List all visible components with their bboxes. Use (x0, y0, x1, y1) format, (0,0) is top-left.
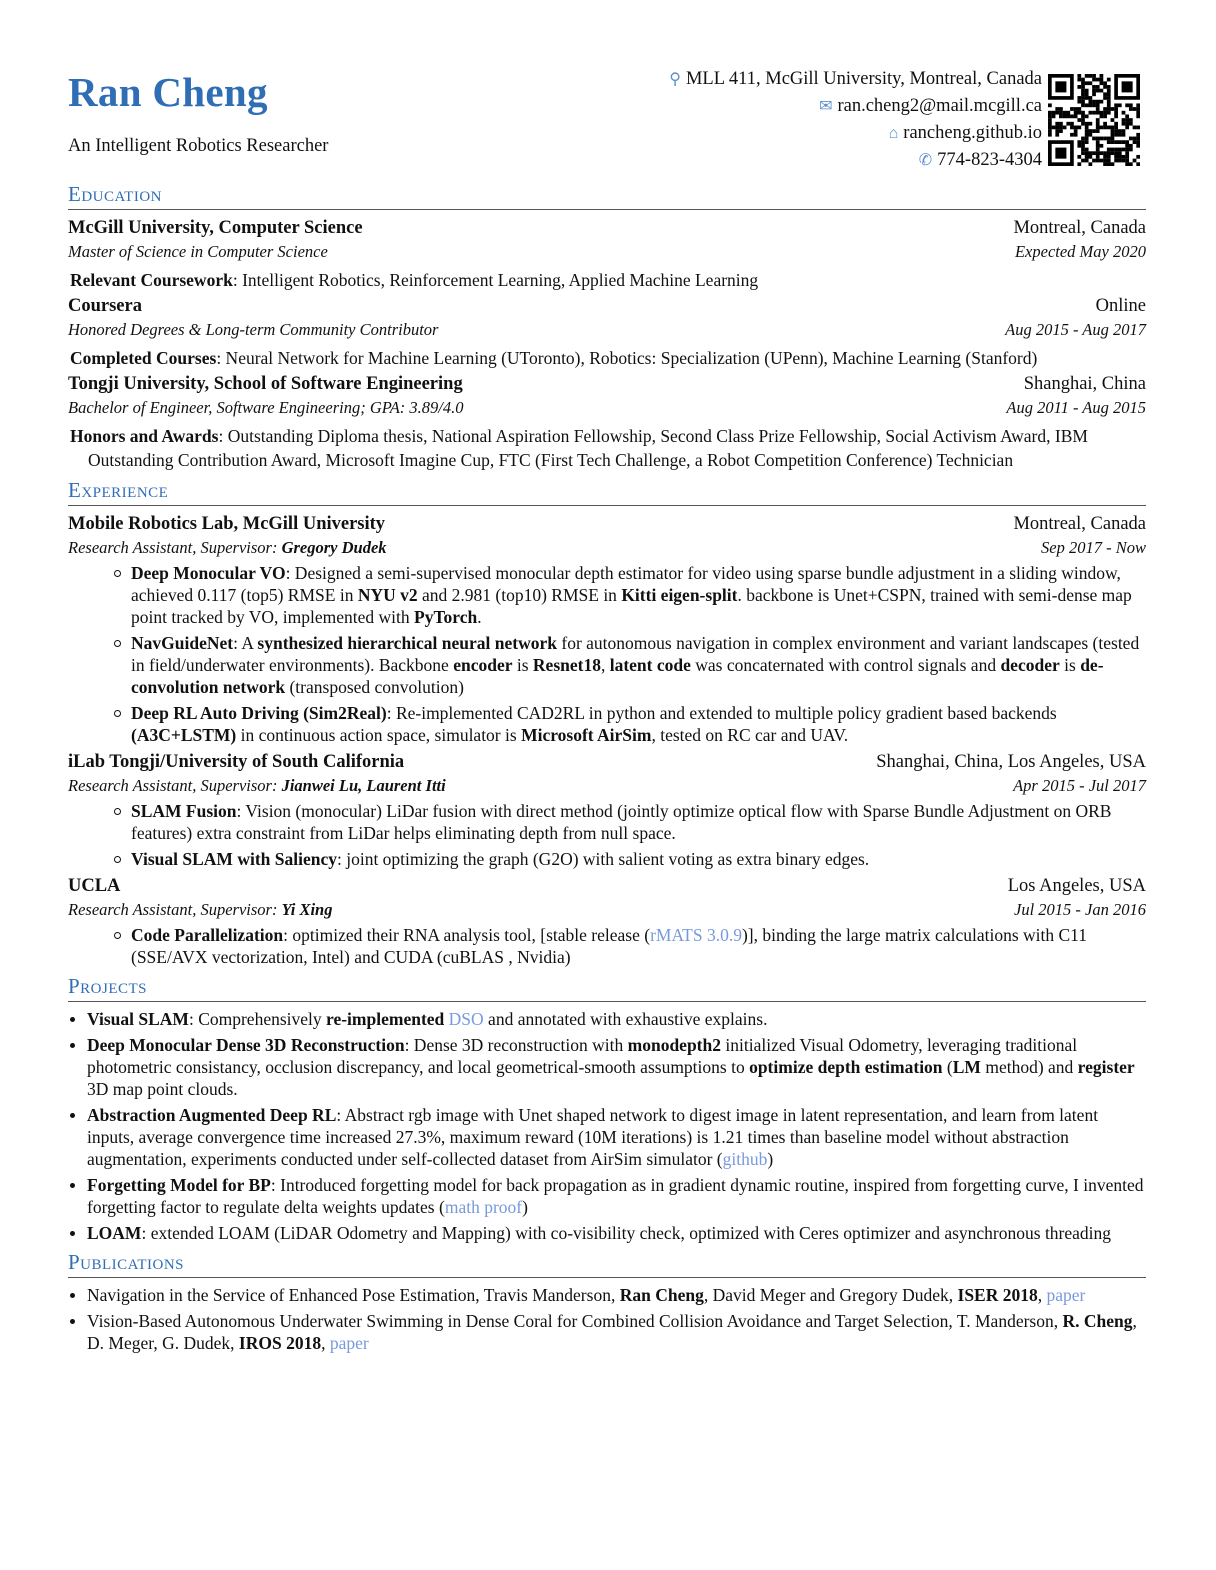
entry-subheader (68, 396, 1146, 420)
education-entry (68, 294, 1146, 370)
text-run: : Comprehensively (188, 1009, 327, 1029)
bullet-item (68, 562, 1146, 628)
bold-text: decoder (1000, 655, 1060, 675)
bold-text: Deep RL Auto Driving (Sim2Real) (131, 703, 387, 723)
location: Montreal, Canada (1013, 514, 1146, 534)
project-item (68, 1008, 1146, 1030)
bold-text: Abstraction Augmented Deep RL (87, 1105, 337, 1125)
text-run: : Re-implemented CAD2RL in python and extended to multiple policy gradient based backends (386, 703, 1057, 723)
bold-text: Microsoft AirSim (521, 725, 652, 745)
text-run: and annotated with exhaustive explains. (483, 1009, 768, 1029)
text-run: in continuous action space, simulator is (236, 725, 522, 745)
text-run: for autonomous navigation in complex environment and variant landscapes (tested in field/underwater environments). Backbone (131, 633, 1140, 675)
text-run: : Outstanding Diploma thesis, National Aspiration Fellowship, Second Class Prize Fellowship, Social Activism Award, IBM Outstanding Contribution Award, Microsoft Imagine Cup, FTC (First Tech Challenge, a Robot Competition Conference) Technician (88, 426, 1088, 470)
role (68, 396, 463, 420)
text-run: and 2.981 (top10) RMSE in (417, 585, 622, 605)
text-run: : Intelligent Robotics, Reinforcement Learning, Applied Machine Learning (232, 270, 759, 290)
organization: iLab Tongji/University of South California (68, 752, 405, 772)
resume-sections (68, 176, 1146, 1358)
dates: Expected May 2020 (1014, 242, 1146, 261)
home-icon: ⌂ (888, 125, 899, 142)
dates: Jul 2015 - Jan 2016 (1014, 900, 1146, 919)
publication-item (68, 1284, 1146, 1306)
experience-entry (68, 874, 1146, 968)
text-run: : Dense 3D reconstruction with (404, 1035, 628, 1055)
text-run: : Designed a semi-supervised monocular depth estimator for video using sparse bundle adjustment in a sliding window, achieved 0.117 (top5) RMSE in (131, 563, 1121, 605)
publication-item (68, 1310, 1146, 1354)
text-run: , (600, 655, 610, 675)
experience-entry (68, 750, 1146, 870)
text-run: : Vision (monocular) LiDar fusion with direct method (jointly optimize optical flow with Sparse Bundle Adjustment on ORB features) extra constraint from LiDar helps eliminating depth from null space. (131, 801, 1112, 843)
entry-subheader (68, 536, 1146, 560)
entry-header (68, 874, 1146, 898)
contact-text[interactable]: 774-823-4304 (937, 150, 1042, 170)
text-run: Research Assistant, Supervisor: (68, 900, 282, 919)
bold-text: synthesized hierarchical neural network (257, 633, 557, 653)
location: Online (1095, 296, 1146, 316)
text-run: . backbone is Unet+CSPN, trained with semi-dense map point tracked by VO, implemented with (131, 585, 1132, 627)
link[interactable]: github (722, 1149, 768, 1169)
text-run: )], binding the large matrix calculations with C11 (SSE/AVX vectorization, Intel) and CUDA (cuBLAS , Nvidia) (131, 925, 1088, 967)
contact-item[interactable] (669, 66, 1042, 93)
text-run: : Abstract rgb image with Unet shaped network to digest image in latent representation, and learn from latent inputs, average convergence time increased 27.3%, maximum reward (10M iterations) is 1.21 times than baseline model without abstraction augmentation, experiments conducted under self-collected dataset from AirSim simulator ( (87, 1105, 1099, 1169)
text-run: , David Meger and Gregory Dudek, (703, 1285, 958, 1305)
project-item (68, 1034, 1146, 1100)
text-run: : joint optimizing the graph (G2O) with salient voting as extra binary edges. (336, 849, 870, 869)
organization: Coursera (68, 296, 142, 316)
map-pin-icon: ⚲ (669, 71, 681, 88)
entry-detail (70, 268, 1146, 292)
bold-text: Honors and Awards (70, 426, 219, 446)
location: Shanghai, China, Los Angeles, USA (876, 752, 1146, 772)
name-heading: Ran Cheng (68, 69, 268, 115)
organization: Mobile Robotics Lab, McGill University (68, 514, 386, 534)
role (68, 318, 438, 342)
bullet-item (68, 848, 1146, 870)
projects-list (68, 1008, 1146, 1244)
text-run: : optimized their RNA analysis tool, [stable release ( (283, 925, 651, 945)
bold-text: LOAM (87, 1223, 142, 1243)
text-run: . (477, 607, 482, 627)
text-run: ) (767, 1149, 774, 1169)
text-run: Master of Science in Computer Science (68, 242, 328, 261)
text-run: initialized Visual Odometry, leveraging traditional photometric consistancy, occlusion discrepancy, and local geometrical-smooth assumptions to (87, 1035, 1078, 1077)
text-run: Bachelor of Engineer, Software Engineering; GPA: 3.89/4.0 (68, 398, 464, 417)
dates: Aug 2015 - Aug 2017 (1005, 320, 1146, 339)
bold-text: optimize depth estimation (749, 1057, 943, 1077)
bold-text: latent code (609, 655, 691, 675)
text-run: method) and (980, 1057, 1078, 1077)
entry-header (68, 372, 1146, 396)
entry-header (68, 216, 1146, 240)
contact-block (669, 66, 1042, 174)
dates: Apr 2015 - Jul 2017 (1013, 776, 1146, 795)
bold-text: Jianwei Lu, Laurent Itti (281, 776, 446, 795)
text-run: Vision-Based Autonomous Underwater Swimming in Dense Coral for Combined Collision Avoidance and Target Selection, T. Manderson, (87, 1311, 1063, 1331)
organization: UCLA (68, 876, 121, 896)
contact-text[interactable]: MLL 411, McGill University, Montreal, Canada (685, 69, 1042, 89)
bold-text: Visual SLAM (87, 1009, 189, 1029)
experience-bullets (68, 924, 1146, 968)
section-title-education: Education (68, 182, 1146, 210)
text-run: (transposed convolution) (285, 677, 464, 697)
organization: McGill University, Computer Science (68, 218, 363, 238)
text-run: : A (233, 633, 258, 653)
section-title-projects: Projects (68, 974, 1146, 1002)
experience-entry (68, 512, 1146, 746)
bold-text: Code Parallelization (131, 925, 284, 945)
bold-text: Ran Cheng (619, 1285, 704, 1305)
link[interactable]: DSO (448, 1009, 484, 1029)
entry-header (68, 512, 1146, 536)
organization: Tongji University, School of Software Engineering (68, 374, 463, 394)
project-item (68, 1104, 1146, 1170)
text-run: is (512, 655, 533, 675)
bold-text: Completed Courses (70, 348, 217, 368)
entry-subheader (68, 240, 1146, 264)
entry-header (68, 750, 1146, 774)
entry-subheader (68, 774, 1146, 798)
bold-text: de-convolution network (131, 655, 1104, 697)
bold-text: Visual SLAM with Saliency (131, 849, 337, 869)
qr-code-icon (1048, 74, 1140, 166)
entry-header (68, 294, 1146, 318)
contact-item[interactable] (669, 120, 1042, 147)
bullet-item (68, 632, 1146, 698)
education-entry (68, 216, 1146, 292)
dates: Aug 2011 - Aug 2015 (1006, 398, 1146, 417)
entry-subheader (68, 318, 1146, 342)
phone-icon: ✆ (918, 152, 933, 169)
tagline: An Intelligent Robotics Researcher (68, 136, 329, 156)
bold-text: (A3C+LSTM) (131, 725, 237, 745)
location: Los Angeles, USA (1007, 876, 1146, 896)
link[interactable]: math proof (444, 1197, 523, 1217)
role (68, 536, 387, 560)
text-run: 3D map point clouds. (87, 1079, 238, 1099)
role (68, 240, 328, 264)
bold-text: Deep Monocular Dense 3D Reconstruction (87, 1035, 405, 1055)
section-title-experience: Experience (68, 478, 1146, 506)
bold-text: NYU v2 (357, 585, 418, 605)
text-run: ) (522, 1197, 528, 1217)
bold-text: LM (952, 1057, 981, 1077)
text-run: Research Assistant, Supervisor: (68, 776, 282, 795)
contact-item[interactable] (669, 147, 1042, 174)
location: Shanghai, China (1023, 374, 1146, 394)
contact-text[interactable]: ran.cheng2@mail.mcgill.ca (837, 96, 1042, 116)
link[interactable]: paper (329, 1333, 369, 1353)
bold-text: Kitti eigen-split (621, 585, 738, 605)
text-run: Research Assistant, Supervisor: (68, 538, 282, 557)
bold-text: Deep Monocular VO (131, 563, 286, 583)
experience-bullets (68, 562, 1146, 746)
text-run: Navigation in the Service of Enhanced Pose Estimation, Travis Manderson, (87, 1285, 620, 1305)
text-run: , tested on RC car and UAV. (651, 725, 849, 745)
bold-text: Resnet18 (532, 655, 601, 675)
section-title-publications: Publications (68, 1250, 1146, 1278)
bullet-item (68, 924, 1146, 968)
link[interactable]: paper (1046, 1285, 1086, 1305)
bullet-item (68, 800, 1146, 844)
contact-item[interactable] (669, 93, 1042, 120)
email-icon: ✉ (819, 98, 833, 115)
text-run: : Neural Network for Machine Learning (UToronto), Robotics: Specialization (UPenn), Machine Learning (Stanford) (216, 348, 1038, 368)
location: Montreal, Canada (1013, 218, 1146, 238)
dates: Sep 2017 - Now (1041, 538, 1146, 557)
bold-text: Gregory Dudek (281, 538, 387, 557)
text-run: Honored Degrees & Long-term Community Contributor (68, 320, 439, 339)
role (68, 898, 332, 922)
publications-list (68, 1284, 1146, 1354)
text-run: , D. Meger, G. Dudek, (87, 1311, 1137, 1353)
entry-subheader (68, 898, 1146, 922)
text-run: ( (942, 1057, 953, 1077)
text-run: is (1059, 655, 1081, 675)
contact-text[interactable]: rancheng.github.io (903, 123, 1042, 143)
text-run: : Introduced forgetting model for back propagation as in gradient dynamic routine, inspired from forgetting curve, I invented forgetting factor to regulate delta weights updates ( (87, 1175, 1144, 1217)
bold-text: SLAM Fusion (131, 801, 237, 821)
entry-detail (70, 424, 1146, 472)
education-entry (68, 372, 1146, 472)
bold-text: monodepth2 (627, 1035, 721, 1055)
text-run: , (1037, 1285, 1047, 1305)
link[interactable]: rMATS 3.0.9 (650, 925, 742, 945)
bold-text: Relevant Coursework (70, 270, 233, 290)
bold-text: ISER 2018 (957, 1285, 1038, 1305)
text-run: was concaternated with control signals and (690, 655, 1001, 675)
text-run: : extended LOAM (LiDAR Odometry and Mapping) with co-visibility check, optimized with Ceres optimizer and asynchronous threading (141, 1223, 1112, 1243)
bold-text: IROS 2018 (238, 1333, 322, 1353)
bold-text: Yi Xing (281, 900, 333, 919)
project-item (68, 1174, 1146, 1218)
experience-bullets (68, 800, 1146, 870)
bold-text: NavGuideNet (131, 633, 234, 653)
bold-text: PyTorch (414, 607, 478, 627)
bold-text: R. Cheng (1062, 1311, 1133, 1331)
bullet-item (68, 702, 1146, 746)
project-item (68, 1222, 1146, 1244)
bold-text: register (1077, 1057, 1135, 1077)
role (68, 774, 446, 798)
bold-text: encoder (453, 655, 513, 675)
bold-text: re-implemented (326, 1009, 445, 1029)
bold-text: Forgetting Model for BP (87, 1175, 271, 1195)
entry-detail (70, 346, 1146, 370)
text-run: , (321, 1333, 330, 1353)
